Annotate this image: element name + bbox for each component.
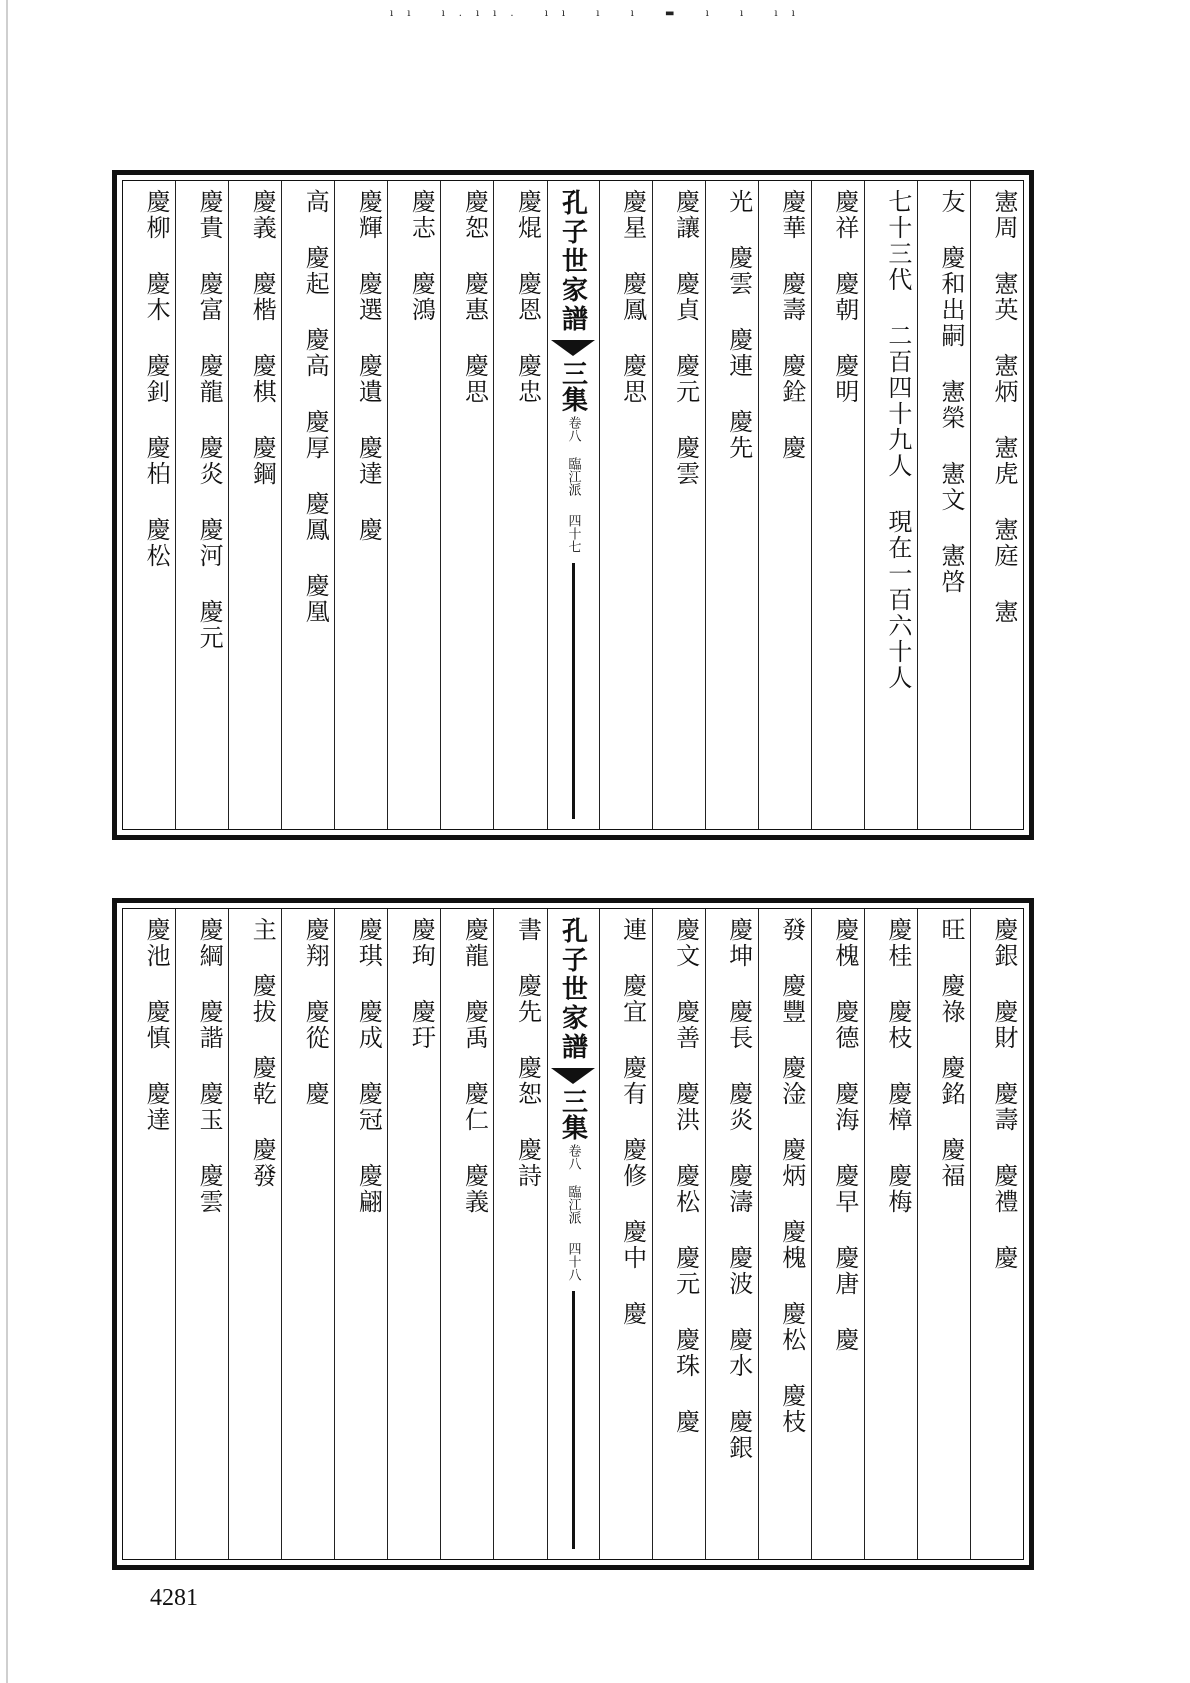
genealogy-column: 慶星 慶鳳 慶思 <box>599 181 652 829</box>
genealogy-column: 連 慶宜 慶有 慶修 慶中 慶 <box>599 909 652 1559</box>
fold-rule <box>572 563 575 819</box>
genealogy-column: 高 慶起 慶高 慶厚 慶鳳 慶凰 <box>281 181 334 829</box>
genealogy-column: 慶華 慶壽 慶銓 慶 <box>758 181 811 829</box>
genealogy-column: 慶銀 慶財 慶壽 慶禮 慶 <box>970 909 1023 1559</box>
genealogy-column: 慶桂 慶枝 慶樟 慶梅 <box>864 909 917 1559</box>
genealogy-column: 旺 慶祿 慶銘 慶福 <box>917 909 970 1559</box>
genealogy-column: 七十三代 二百四十九人 現在一百六十人 <box>864 181 917 829</box>
genealogy-column: 主 慶拔 慶乾 慶發 <box>228 909 281 1559</box>
genealogy-column: 慶義 慶楷 慶棋 慶鋼 <box>228 181 281 829</box>
genealogy-column: 慶輝 慶選 慶遺 慶達 慶 <box>334 181 387 829</box>
juan-label: 卷八 臨江派 <box>565 416 581 496</box>
volume-label: 三集 <box>557 360 588 412</box>
genealogy-column: 發 慶豐 慶淦 慶炳 慶槐 慶松 慶枝 <box>758 909 811 1559</box>
center-fold-column <box>547 909 599 1559</box>
genealogy-column: 慶池 慶慎 慶達 <box>142 917 171 1133</box>
genealogy-column: 慶焜 慶恩 慶忠 <box>493 181 546 829</box>
genealogy-column: 慶讓 慶貞 慶元 慶雲 <box>652 181 705 829</box>
genealogy-column: 慶坤 慶長 慶炎 慶濤 慶波 慶水 慶銀 <box>705 909 758 1559</box>
book-title: 孔子世家譜 <box>557 189 588 334</box>
panel-top-columns <box>122 180 1024 830</box>
genealogy-column: 慶槐 慶德 慶海 慶早 慶唐 慶 <box>811 909 864 1559</box>
page-number: 4281 <box>150 1585 198 1611</box>
header-scan-marks: ıı ı.ıı. ıı ı ı ▬ ı ı ıı <box>390 8 809 18</box>
genealogy-column: 書 慶先 慶恕 慶詩 <box>493 909 546 1559</box>
genealogy-column: 慶翔 慶從 慶 <box>281 909 334 1559</box>
genealogy-column: 慶志 慶鴻 <box>387 181 440 829</box>
panel-bottom-columns <box>122 908 1024 1560</box>
genealogy-column: 慶綱 慶諧 慶玉 慶雲 <box>175 909 228 1559</box>
fish-tail-mark <box>551 1068 595 1084</box>
genealogy-column: 憲周 憲英 憲炳 憲虎 憲庭 憲 <box>970 181 1023 829</box>
genealogy-column: 慶貴 慶富 慶龍 慶炎 慶河 慶元 <box>175 181 228 829</box>
binding-edge-rule <box>6 0 8 1683</box>
genealogy-column: 慶文 慶善 慶洪 慶松 慶元 慶珠 慶 <box>652 909 705 1559</box>
volume-label: 三集 <box>557 1088 588 1140</box>
genealogy-column: 慶柳 慶木 慶釗 慶柏 慶松 <box>142 189 171 569</box>
genealogy-column: 友 慶和出嗣 憲榮 憲文 憲啓 <box>917 181 970 829</box>
genealogy-column: 光 慶雲 慶連 慶先 <box>705 181 758 829</box>
center-fold-column <box>547 181 599 829</box>
fold-rule <box>572 1291 575 1549</box>
book-title: 孔子世家譜 <box>557 917 588 1062</box>
fish-tail-mark <box>551 340 595 356</box>
genealogy-column: 慶龍 慶禹 慶仁 慶義 <box>440 909 493 1559</box>
folio-number: 四十八 <box>565 1242 581 1281</box>
genealogy-panel-top <box>112 170 1034 840</box>
genealogy-column: 慶珣 慶玗 <box>387 909 440 1559</box>
juan-label: 卷八 臨江派 <box>565 1144 581 1224</box>
genealogy-column: 慶琪 慶成 慶冠 慶翩 <box>334 909 387 1559</box>
genealogy-column: 慶恕 慶惠 慶思 <box>440 181 493 829</box>
folio-number: 四十七 <box>565 514 581 553</box>
genealogy-column: 慶祥 慶朝 慶明 <box>811 181 864 829</box>
genealogy-panel-bottom <box>112 898 1034 1570</box>
